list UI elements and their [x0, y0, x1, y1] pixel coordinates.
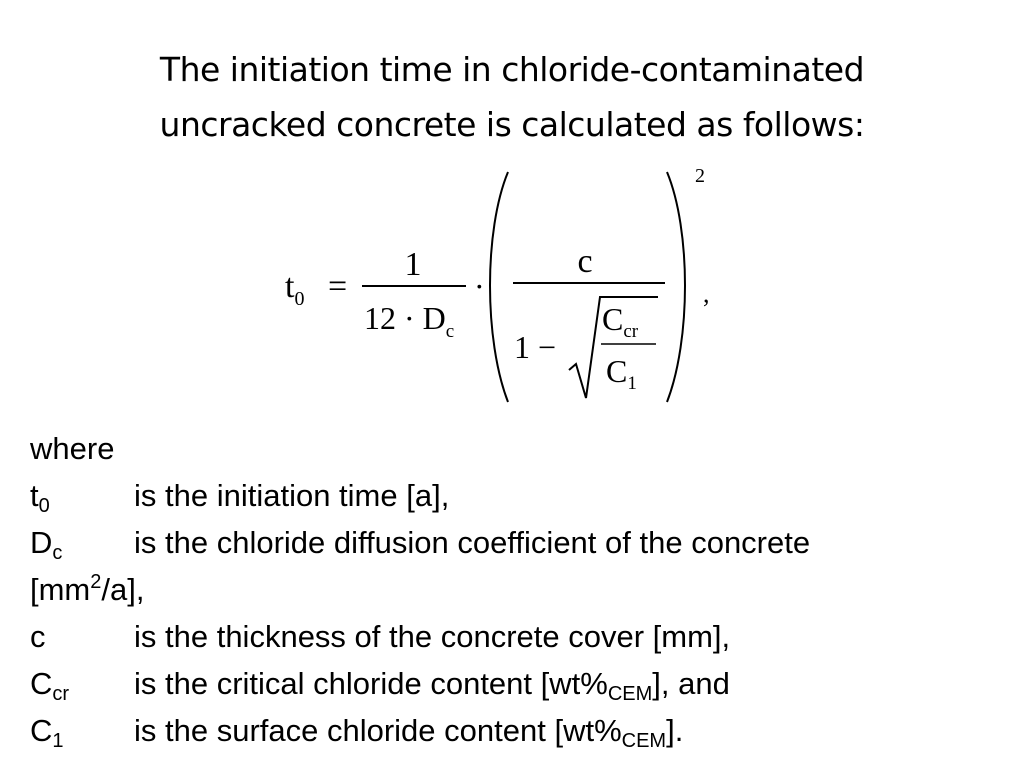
definitions-intro-row — [30, 425, 1010, 472]
formula-equals: = — [328, 268, 348, 305]
formula-exponent: 2 — [695, 165, 705, 187]
symbol-c: c — [30, 619, 46, 654]
frac1-denominator: $12 \cdot D_c$ — [364, 300, 455, 342]
sqrt-denominator: $C_1$ — [606, 353, 637, 394]
dc-units: $[mm^2/a]$, — [30, 571, 145, 607]
symbol-t0: $t_0$ — [30, 478, 50, 517]
definition-row-dc-units — [30, 566, 1010, 613]
title-line-2: uncracked concrete is calculated as follows: — [159, 105, 865, 144]
formula-comma: , — [703, 279, 710, 308]
symbol-dc: $D_c$ — [30, 525, 63, 564]
definitions-list — [30, 425, 1010, 754]
description-c1: is the surface chloride content $[wt\%_{CEM}]$. — [134, 713, 684, 752]
formula-dot: · — [474, 268, 485, 304]
inner-denominator-prefix: 1 − — [514, 329, 557, 365]
definition-row-c — [30, 613, 1010, 660]
slide-title — [0, 42, 1024, 152]
description-ccr: is the critical chloride content $[wt\%_{CEM}]$, and — [134, 666, 730, 705]
sqrt-numerator: $C_{cr}$ — [602, 301, 639, 342]
definitions-intro: where — [30, 431, 115, 466]
description-c: is the thickness of the concrete cover [mm], — [134, 619, 731, 654]
left-paren — [490, 172, 508, 402]
frac1-numerator: 1 — [404, 246, 422, 283]
definition-row-dc — [30, 519, 1010, 566]
definition-row-t0 — [30, 472, 1010, 519]
definition-row-c1 — [30, 707, 1010, 754]
initiation-time-formula — [270, 160, 730, 410]
symbol-c1: $C_1$ — [30, 713, 64, 752]
symbol-ccr: $C_{cr}$ — [30, 666, 70, 705]
title-line-1: The initiation time in chloride-contaminated — [159, 50, 865, 89]
formula-lhs: $t_0$ — [285, 268, 305, 310]
description-dc: is the chloride diffusion coefficient of the concrete — [134, 525, 811, 560]
inner-numerator: c — [577, 243, 593, 280]
definition-row-ccr — [30, 660, 1010, 707]
formula-graphic — [270, 160, 730, 410]
right-paren — [667, 172, 685, 402]
description-t0: is the initiation time [a], — [134, 478, 450, 513]
